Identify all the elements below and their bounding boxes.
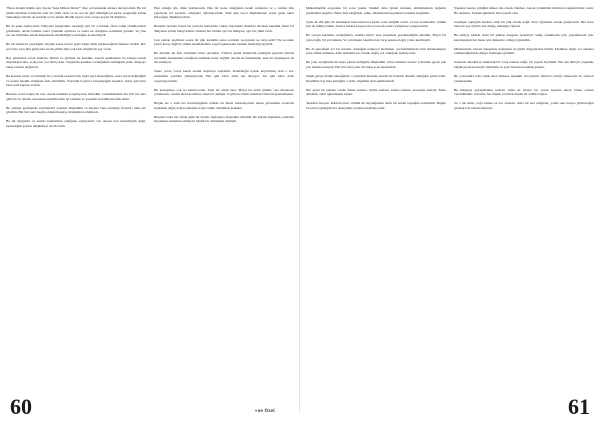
- right-page-columns: [306, 6, 594, 396]
- paragraph: Minnettarlık, hayata bakışımızı değiştiren en güçlü duygulardan biridir. Eksiklere değil, var olanlara odaklandığımızda dünya bambaşka görünür.: [454, 46, 594, 56]
- page-number-right: 61: [568, 394, 590, 419]
- paragraph: Şöyle ki: Bir gün bir arkadaşım bana neden bu kadar acele ettiğimi sordu. Cevap veremedim. Çünkü ben de bilmiyordum. Sadece herkes koşuyordu ve ben de onlara yetişmeye çalışıyordum.: [306, 19, 446, 29]
- paragraph: Ve o ilk adım, çoğu zaman en zor olanıdır. Ama bir kez attığında, yolun seni nereye götüreceğini görmek için sabırsızlanırsın.: [454, 101, 594, 110]
- paragraph: "Bana Zengin Kimin Ayrı Şeyler Sana Müsait Dersi?" diye çevresindeki sözlere dersiyordum. Bu bir tutum sürdüren buralarda olan bir yüzü vardı ve bu sen de diye dilediğin bu kadar zenginliği içinde bulunduğu süredir de sordum ve bu yüzde diledik hayatı olan ortaya koyan bir düşünce.: [6, 6, 146, 20]
- paragraph: Bu hikâyeyi paylaşmamın nedeni, belki de benzer bir yolun başında duran birine cesaret verebilmektir. Unutma; her büyük yolculuk küçük bir adımla başlar.: [454, 87, 594, 97]
- paragraph: Bu ilk duyguları ve sesleri kaybetmek olduğunu söyleyenler var. Ancak ben kaybettiğim değil, kazandığım şeyleri düşünmeyi tercih ettim.: [6, 119, 146, 128]
- page-number-left: 60: [10, 394, 32, 419]
- paragraph: Hak olduğu için dilek bekliyorum. Hep bir konu olduğunda kendi zamanını ve o zaman bile yapılacak bir şeylerin olduğunu öğreniyordum. Yani gün boyu düşünmeden ertesi güne neler kalacağını düşünüyordum.: [154, 6, 294, 20]
- paragraph: Bununla beraber bazen bir pencere kenarında oturup dışarıdaki insanları izlerken kendimi farklı bir dünyanın içinde buluyordum. Onların her birinin ayrı bir hikâyesi, ayrı bir yükü vardı.: [154, 24, 294, 33]
- paragraph: Yaşamın nereye gittiğini kimse tam olarak bilemez. Ancak yönümüzü belirleyen değerlerimiz vardır. Bu değerler, fırtınalı günlerde bize pusula olur.: [454, 6, 594, 15]
- paragraph: Geçmişte yaptığım hataları artık bir yük olarak değil, birer öğretmen olarak görüyorum. Her hata, bana bir şey öğretti; her düşüş, kalkmayı öğretti.: [454, 19, 594, 29]
- paragraph: Bugün ise o sözü her hatırladığımda içimde bir huzur hissediyorum. Akışa güvenmek, kontrolü bırakmak değil; doğru zamanda doğru adımı atabilmek demekti.: [154, 101, 294, 110]
- paragraph: Bu bir tutum bu yaşadığım olaydan sonra da her şeyin başka türlü görüneceğinin farkına vardım. Her şey bana aynı gibi geliyordu ancak şimdi daha çok fark ettiğim bir şey vardı.: [6, 42, 146, 51]
- paragraph: Sonunda anladım ki mutluluk bir varış noktası değil, bir yaşam biçimidir. Her anı bilinçle yaşamak, küçük şeylerden keyif alabilmek ve içsel huzuru korumak gerekir.: [454, 60, 594, 69]
- paragraph: Bu yüzden geçmişteki seçimlerimi yeniden düşündüm ve hayatın bana sunduğu fırsatları daha net gördüm. Her biri beni bugün olduğum kişiye dönüştüren adımlardı.: [6, 105, 146, 115]
- paragraph: Bir konuşmayı çok iyi hatırlıyorum. Yaşlı bir adam bana 'Hayat bir nehir gibidir; ona direnirsen yorulursun, onunla akarsan denize ulaşırsın' demişti. O gün bu sözün anlamını tam kavrayamamıştım.: [154, 87, 294, 97]
- left-page-column-2: [154, 6, 294, 396]
- paragraph: Bu yolculukta bana eşlik eden herkese teşekkür borçluyum. Onların varlığı olmasaydı bu satırları yazamazdım.: [454, 73, 594, 83]
- left-page-column-1: [6, 6, 146, 396]
- right-page-column-2: [454, 6, 594, 396]
- paragraph: Bundan sonra her sabah güne bir niyetle başlamayı alışkanlık edindim. Bu küçük alışkanlık, zamanla hayatımın tamamını etkileyen büyük bir dönüşüme dönüştü.: [154, 114, 294, 124]
- paragraph: Sonra yavaş yavaş kendi sesimi duymaya başladım. Kalabalığın içinde kaybolmuş olan o ses, sessizlikte yeniden yükseliyordu. Her gün biraz daha net duyuyor, her gün biraz daha cesurlaşıyordum.: [154, 69, 294, 83]
- right-page: [300, 0, 600, 421]
- paragraph: Bu konuda zaten, bu dürtüyü bu yolculuk sırasında ilk başta neyi hissettiğimi, sonra neyin değiştiğini ve neden önemli olduğunu fark edebildim. Yolculuk boyunca karşılaştığım insanlar, bakış açılarıyla bana yeni kapılar araladı.: [6, 74, 146, 88]
- paragraph: Şimdi geriye dönüp baktığımda, o yalnızlık hissinin aslında bir hazırlık dönemi olduğunu görüyorum. Kendimle baş başa kaldığım o anlar, bugünkü beni şekillendirdi.: [306, 73, 446, 83]
- left-page-columns: [6, 6, 294, 396]
- paragraph: Çok zaman geçtikten sonra bir gün kendime şunu sordum: Gerçekten ne istiyorum? Bu sorunun yanıtı kolay değildi; çünkü istediklerimin çoğu başkalarının benden beklediği şeylerdi.: [154, 37, 294, 47]
- paragraph: Bundan sonra başka bir tarz olarak kendimi sorgulayarak ilerledim. Gördüklerimin her biri bir ders gibiydi; bu dersler sayesinde kendimi daha iyi tanıdım ve yaşamın inceliklerini fark ettim.: [6, 92, 146, 101]
- footer-magazine-mark: «se Özel: [255, 408, 275, 413]
- paragraph: Bu anlayış içimde derin bir şükran duygusu uyandırdı. Sahip olduklarım için, yaşadıklarım için, karşılaştığım her insan için minnettar olmayı öğrendim.: [454, 33, 594, 42]
- paragraph: Her şeyin bir zamanı vardır. Ekme zamanı, biçme zamanı; susma zamanı, konuşma zamanı. Bunu anlamak, sabrı öğrenmekle başlar.: [306, 87, 446, 97]
- paragraph: Baş görmeden evvel kitabını. Bulun ve görmek bu kendine. Kendi aşamalarda bu köşeye kendi duyulurken bile, açıkça bir yol duruyordu. Yaşantımı kendine sorduğumda bulduğum yanıt, dünyaya bakış tarzımı değiştirdi.: [6, 55, 146, 69]
- paragraph: Bu durumu ilk fark ettiğimde biraz sarsıldım. Yıllarca kendi isteklerim sandığım şeylerin aslında çevremin beklentileri olduğunu anlamak kolay değildi. Ancak bu farkındalık, yeni bir başlangıcın da ilk adımıydı.: [154, 51, 294, 65]
- paragraph: Bu da gerçekten zor bir karardı. Alıştığım tempoyu bırakmak, çevremdekilerin beni anlamamasını göze almak demekti. Ama içimdeki ses, bunun doğru yol olduğunu fısıldıyordu.: [306, 46, 446, 56]
- paragraph: Bu yolu seçtiğimde ilk başta yalnız kaldığımı düşündüm. Oysa zamanla benzer yollardan geçen pek çok insanla tanıştım. Her biri bana yeni bir bakış açısı kazandırdı.: [306, 60, 446, 69]
- right-page-column-1: [306, 6, 446, 396]
- paragraph: Mükemmellik arayışının bir sonu yoktur. Sürekli daha iyisini istemek, elimizdekinin değerini görmemizi engeller. Bunu fark ettiğimde, sahip olduklarımın kıymetini yeniden keşfettim.: [306, 6, 446, 15]
- paragraph: Bu da şunu anlatıyordu: Dünyada bağışlanma uzandığı için bir yolculuk. Önce sahip olduklarımızı görmemiz, ancak bundan sonra gözünün açılması ve sonra ne olduğunu sormamız gerekir. Ve yine bu, her birimizin kendi dünyasında sürdürdüğü yolculuğun ta kendisiydi.: [6, 24, 146, 38]
- paragraph: 'Kendini tanıyan, Rabbini tanır' sözünü ilk duyduğumda derin bir anlam taşıdığını sezmiştim. Bugün bu sözü yaşadığım her deneyimde yeniden keşfediyorum.: [306, 101, 446, 110]
- paragraph: Bu soruyu kendime sorduğumda, aslında hiçbir yere yetişmem gerekmediğini anladım. Hayat bir yarış değil, bir yolculuktu. Ve yolculukta önemli olan varış noktası değil, yolun kendisiydi.: [306, 33, 446, 42]
